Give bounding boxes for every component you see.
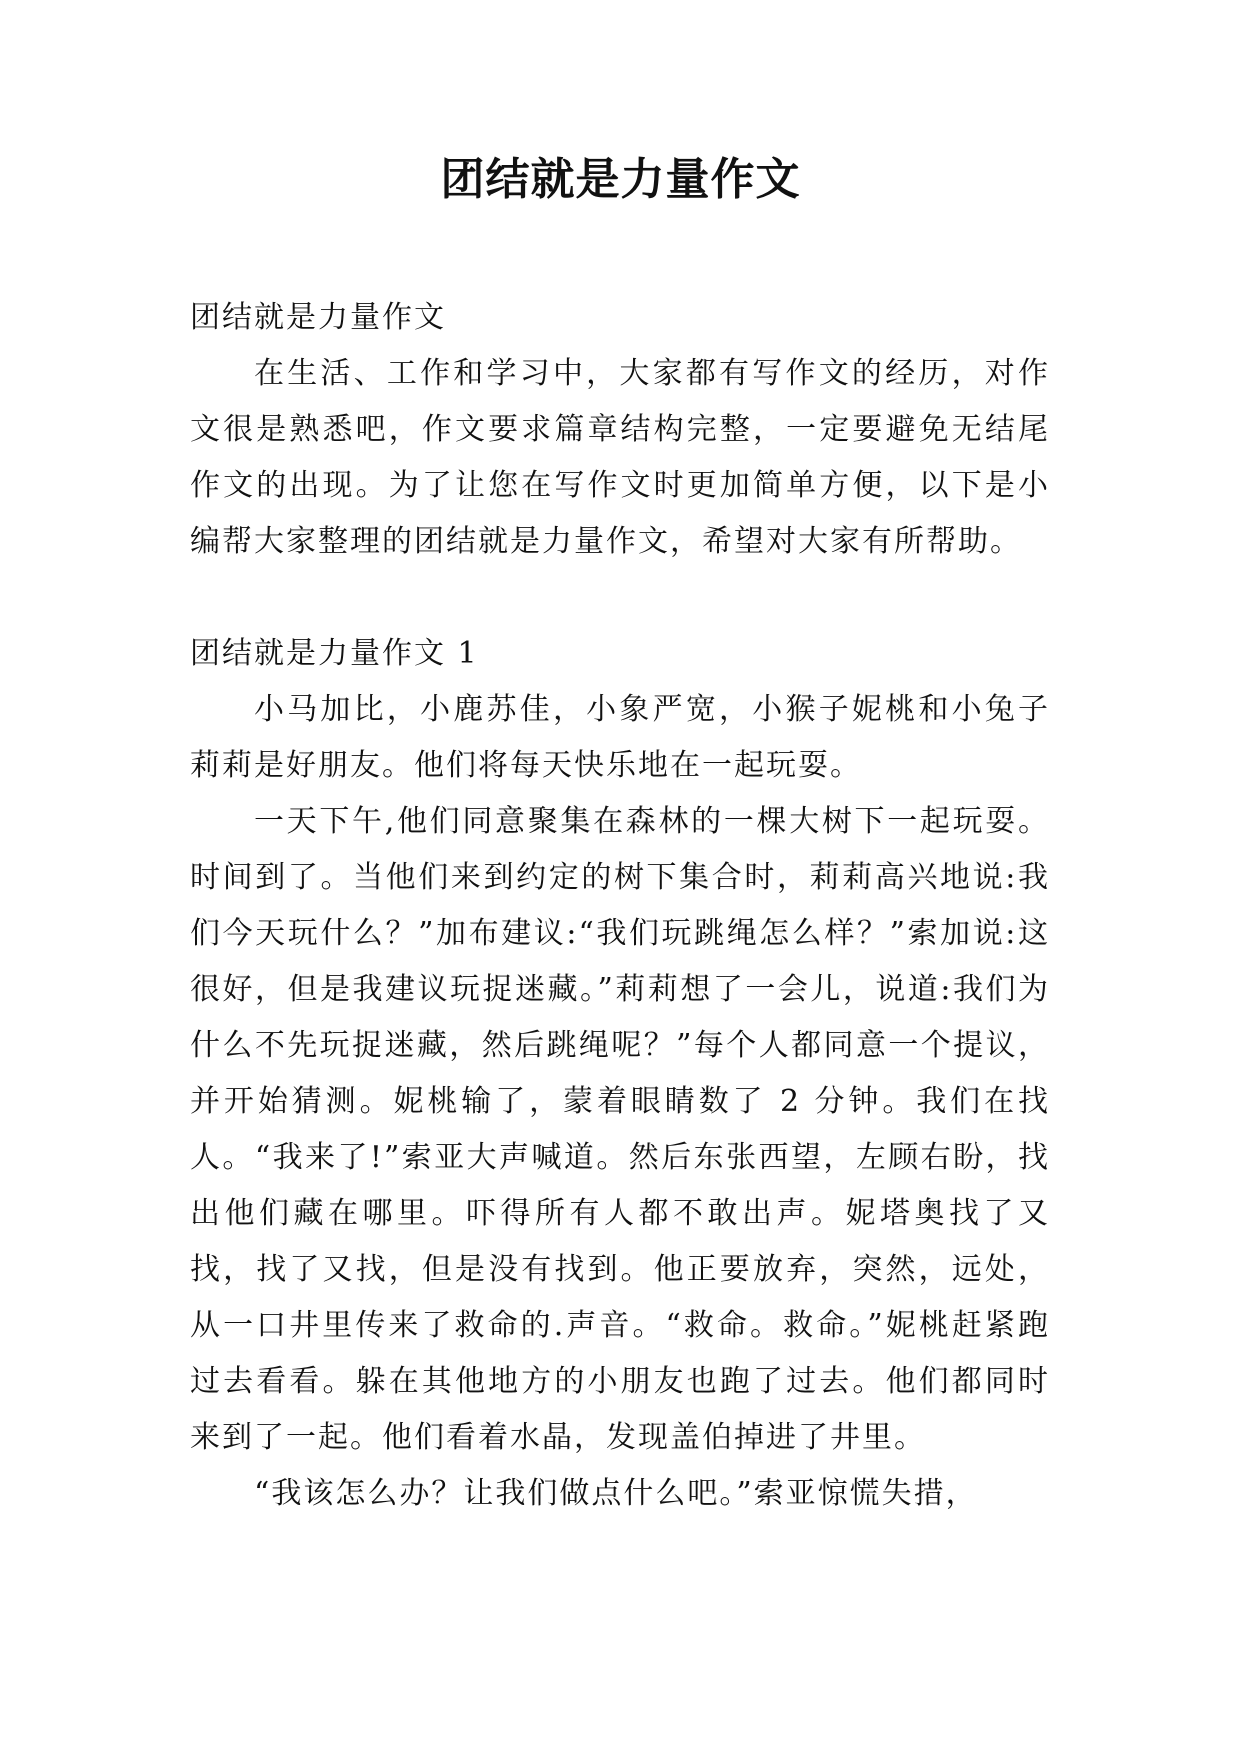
section-heading: 团结就是力量作文 1 xyxy=(190,636,479,671)
document-body xyxy=(190,290,1050,1522)
paragraph-3: “我该怎么办？让我们做点什么吧。”索亚惊慌失措， xyxy=(254,1476,978,1511)
intro-paragraph: 在生活、工作和学习中，大家都有写作文的经历，对作文很是熟悉吧，作文要求篇章结构完整，一定要避免无结尾作文的出现。为了让您在写作文时更加简单方便，以下是小编帮大家整理的团结就是力量作文，希望对大家有所帮助。 xyxy=(190,356,1050,559)
document-title: 团结就是力量作文 xyxy=(440,154,801,205)
paragraph-1: 小马加比，小鹿苏佳，小象严宽，小猴子妮桃和小兔子莉莉是好朋友。他们将每天快乐地在一起玩耍。 xyxy=(190,692,1050,783)
paragraph-gap xyxy=(190,570,1050,626)
paragraph-2: 一天下午,他们同意聚集在森林的一棵大树下一起玩耍。时间到了。当他们来到约定的树下集合时，莉莉高兴地说:我们今天玩什么？”加布建议:“我们玩跳绳怎么样？”索加说:这很好，但是我建议玩捉迷藏。”莉莉想了一会儿，说道:我们为什么不先玩捉迷藏，然后跳绳呢？”每个人都同意一个提议，并开始猜测。妮桃输了，蒙着眼睛数了 2 分钟。我们在找人。“我来了!”索亚大声喊道。然后东张西望，左顾右盼，找出他们藏在哪里。吓得所有人都不敢出声。妮塔奥找了又找，找了又找，但是没有找到。他正要放弃，突然，远处，从一口井里传来了救命的.声音。“救命。救命。”妮桃赶紧跑过去看看。躲在其他地方的小朋友也跑了过去。他们都同时来到了一起。他们看着水晶，发现盖伯掉进了井里。 xyxy=(190,804,1050,1455)
intro-heading: 团结就是力量作文 xyxy=(190,300,446,335)
